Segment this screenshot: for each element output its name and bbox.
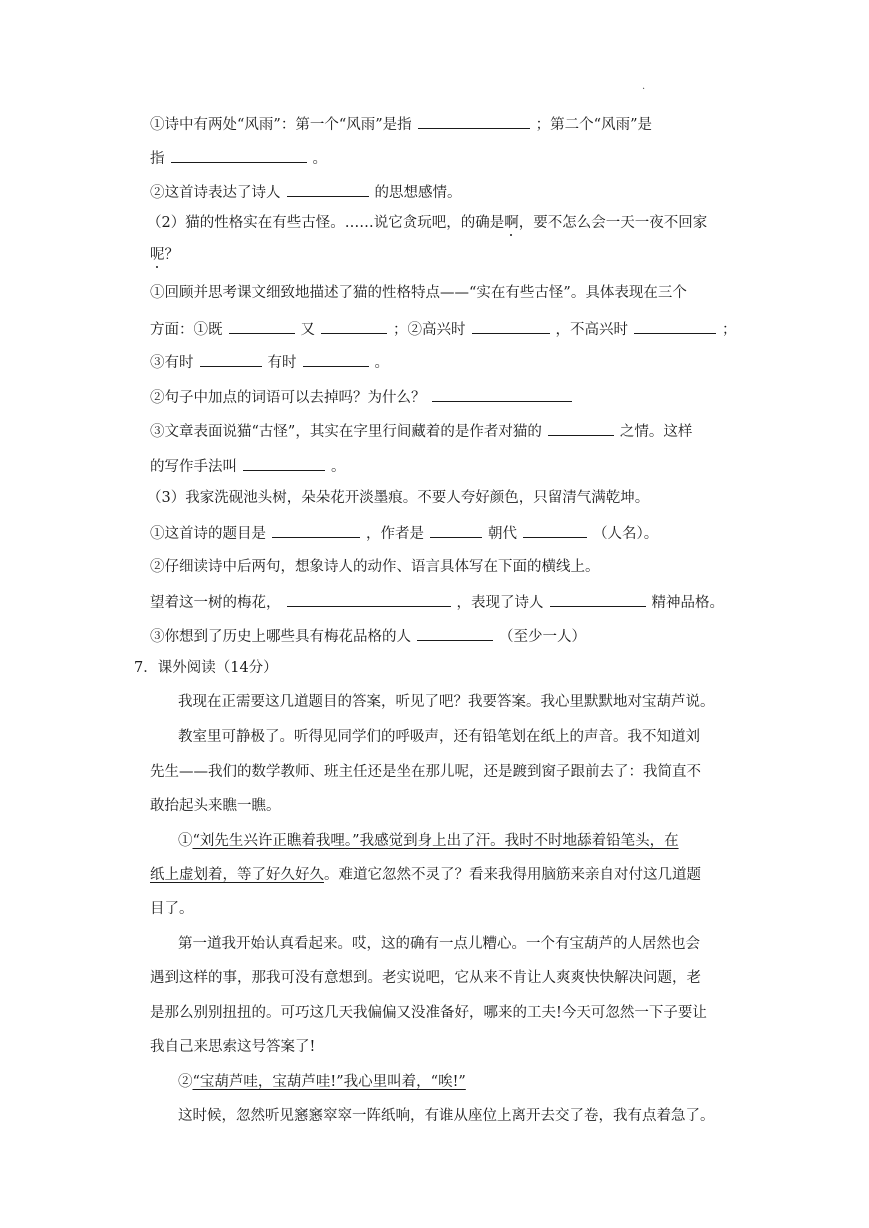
question-line: 望着这一树的梅花， ，表现了诗人 精神品格。	[150, 591, 750, 613]
answer-blank[interactable]	[200, 351, 262, 367]
passage-line: 纸上虚划着，等了好久好久。难道它忽然不灵了？看来我得用脑筋来亲自对付这几道题	[150, 867, 701, 883]
answer-blank[interactable]	[321, 318, 387, 334]
answer-blank[interactable]	[418, 113, 530, 129]
answer-blank[interactable]	[548, 420, 614, 436]
passage-line: 是那么别别扭扭的。可巧这几天我偏偏又没准备好，哪来的工夫!今天可忽然一下子要让	[150, 1005, 707, 1021]
passage-line: ①“刘先生兴许正瞧着我哩。”我感觉到身上出了汗。我时不时地舔着铅笔头，在	[178, 833, 679, 849]
passage-line: 遇到这样的事，那我可没有意想到。老实说吧，它从来不肯让人爽爽快快解决问题，老	[150, 970, 701, 986]
answer-blank[interactable]	[523, 522, 587, 538]
answer-blank[interactable]	[430, 522, 482, 538]
question-line: ①这首诗的题目是 ，作者是 朝代 （人名）。	[150, 522, 750, 544]
answer-blank[interactable]	[303, 351, 369, 367]
underlined-sentence: “宝葫芦哇，宝葫芦哇!”我心里叫着，“唉!”	[192, 1074, 466, 1090]
question-line: ③有时 有时 。	[150, 351, 750, 373]
poem-line: （3）我家洗砚池头树，朵朵花开淡墨痕。不要人夸好颜色，只留清气满乾坤。	[147, 490, 650, 506]
passage-line: 先生——我们的数学教师、班主任还是坐在那儿呢，还是踱到窗子跟前去了：我简直不	[150, 764, 701, 780]
question-line: ③你想到了历史上哪些具有梅花品格的人 （至少一人）	[150, 625, 750, 647]
passage-line: ②“宝葫芦哇，宝葫芦哇!”我心里叫着，“唉!”	[178, 1074, 466, 1090]
answer-blank[interactable]	[432, 386, 572, 402]
dotted-word: 啊	[504, 215, 519, 231]
answer-blank[interactable]	[472, 318, 550, 334]
answer-blank[interactable]	[634, 318, 716, 334]
question-line: ②这首诗表达了诗人 的思想感情。	[150, 181, 750, 203]
underlined-sentence: “刘先生兴许正瞧着我哩。”我感觉到身上出了汗。我时不时地舔着铅笔头，在	[192, 833, 679, 849]
question-line: （2）猫的性格实在有些古怪。……说它贪玩吧，的确是啊，要不怎么会一天一夜不回家	[147, 215, 708, 231]
answer-blank[interactable]	[287, 591, 451, 607]
question-line: ②句子中加点的词语可以去掉吗？为什么？	[150, 386, 750, 408]
question-line: 呢？	[150, 247, 179, 263]
question-line: 的写作手法叫 。	[150, 455, 750, 477]
answer-blank[interactable]	[287, 181, 369, 197]
question-line: ①诗中有两处“风雨”：第一个“风雨”是指 ；第二个“风雨”是	[150, 113, 750, 135]
answer-blank[interactable]	[229, 318, 295, 334]
question-line: 方面：①既 又 ；②高兴时 ，不高兴时 ；	[150, 318, 750, 340]
answer-blank[interactable]	[171, 147, 307, 163]
passage-line: 我现在正需要这几道题目的答案，听见了吧？我要答案。我心里默默地对宝葫芦说。	[178, 694, 715, 710]
dotted-word: 呢	[150, 247, 165, 263]
question-line: 指 。	[150, 147, 750, 169]
passage-line: 我自己来思索这号答案了!	[150, 1039, 316, 1055]
question-line: ②仔细读诗中后两句，想象诗人的动作、语言具体写在下面的横线上。	[150, 559, 600, 575]
answer-blank[interactable]	[550, 591, 646, 607]
passage-line: 教室里可静极了。听得见同学们的呼吸声，还有铅笔划在纸上的声音。我不知道刘	[178, 729, 700, 745]
passage-line: 敢抬起头来瞧一瞧。	[150, 798, 281, 814]
passage-line: 第一道我开始认真看起来。哎，这的确有一点儿糟心。一个有宝葫芦的人居然也会	[178, 936, 700, 952]
passage-line: 目了。	[150, 901, 194, 917]
answer-blank[interactable]	[272, 522, 360, 538]
page-mark: ·	[642, 84, 646, 95]
question-line: ①回顾并思考课文细致地描述了猫的性格特点——“实在有些古怪”。具体表现在三个	[150, 285, 687, 301]
underlined-sentence: 纸上虚划着，等了好久好久	[150, 867, 324, 883]
passage-line: 这时候，忽然听见窸窸窣窣一阵纸响，有谁从座位上离开去交了卷，我有点着急了。	[178, 1108, 715, 1124]
answer-blank[interactable]	[417, 625, 493, 641]
section-title: 7．课外阅读（14分）	[134, 660, 278, 676]
answer-blank[interactable]	[243, 455, 325, 471]
question-line: ③文章表面说猫“古怪”，其实在字里行间藏着的是作者对猫的 之情。这样	[150, 420, 750, 442]
